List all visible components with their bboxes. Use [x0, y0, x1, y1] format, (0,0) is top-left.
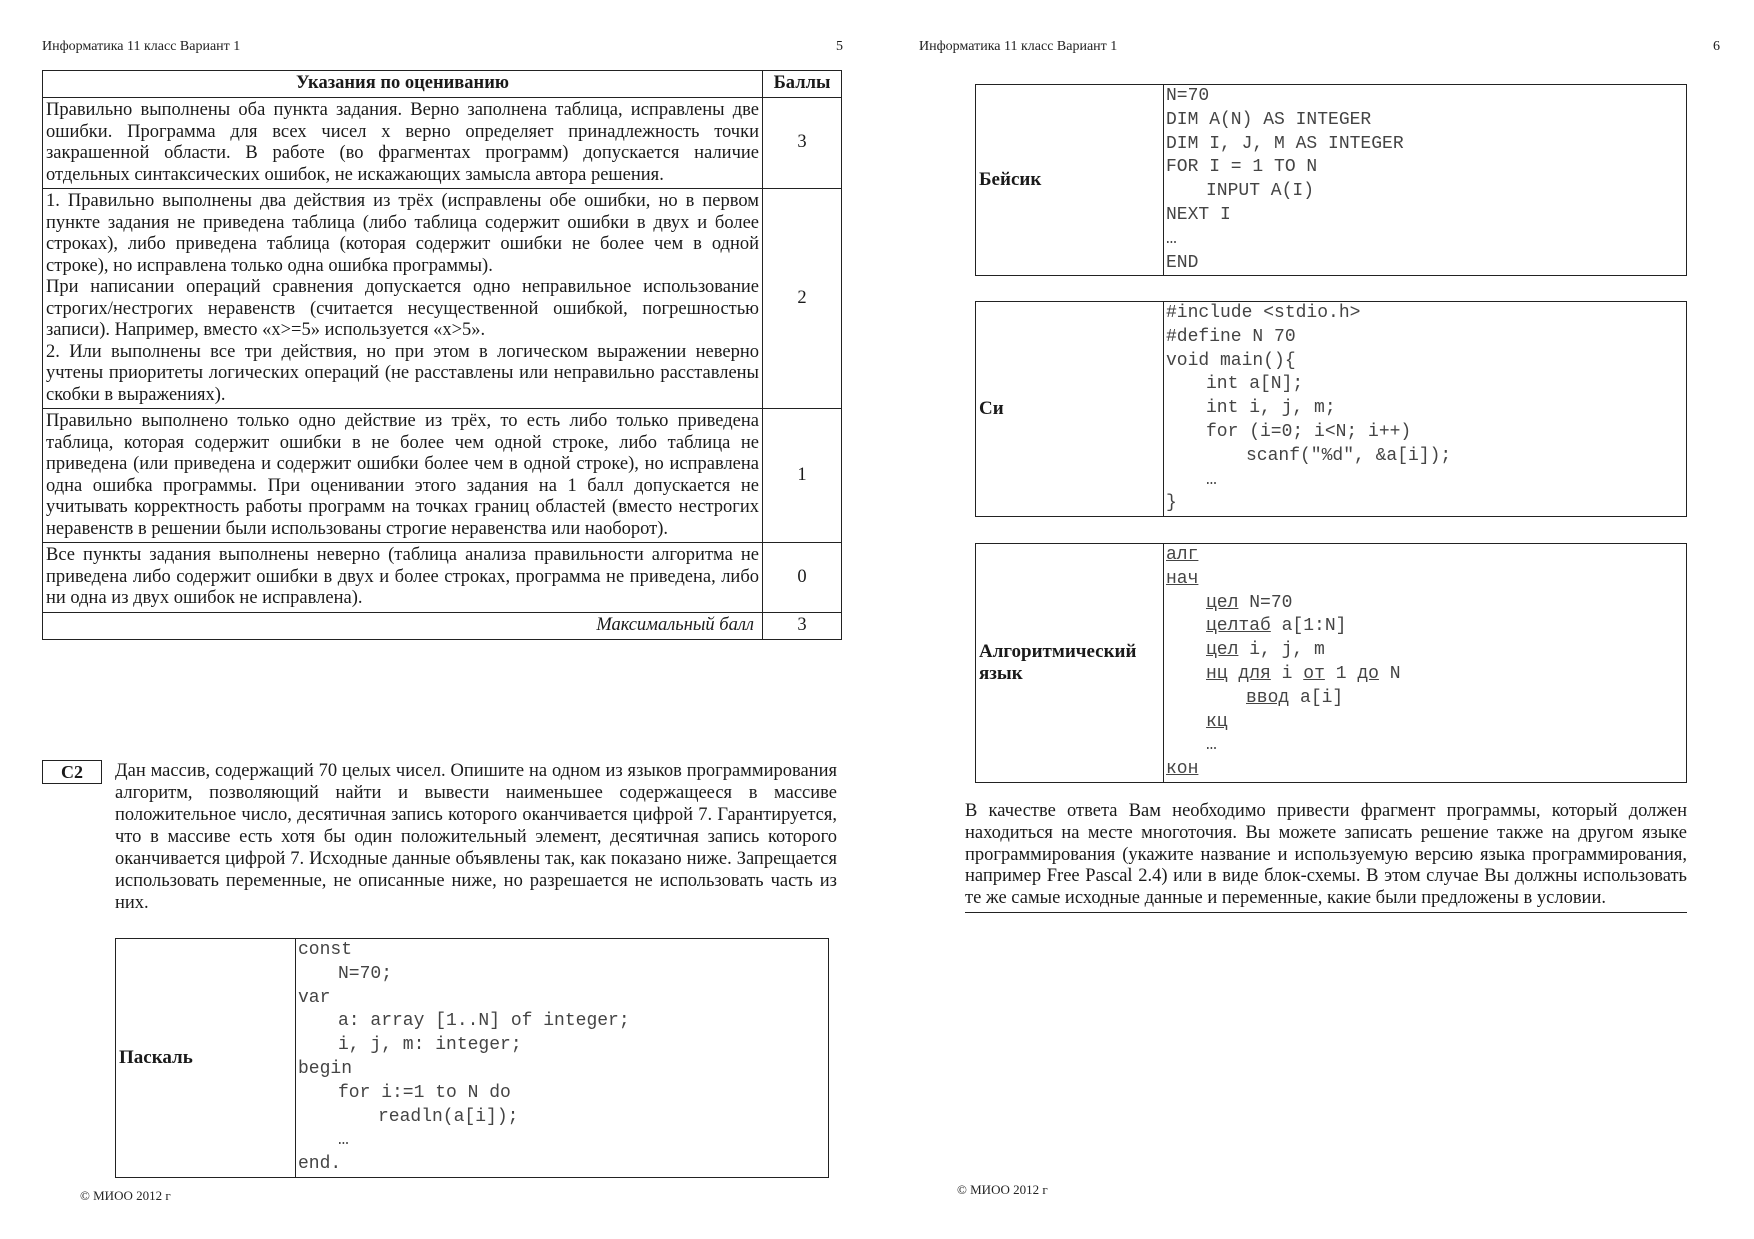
criteria-header: Указания по оцениванию — [43, 71, 763, 98]
language-name: Бейсик — [976, 85, 1164, 276]
code-line — [1166, 758, 1686, 782]
keyword: ввод — [1246, 687, 1290, 708]
code-block — [1164, 544, 1687, 783]
task-label: C2 — [42, 760, 102, 784]
code-line: FOR I = 1 TO N — [1166, 157, 1318, 178]
page-number: 6 — [1713, 39, 1720, 54]
keyword: нач — [1166, 568, 1199, 589]
criteria-paragraph: Правильно выполнено только одно действие из трёх, то есть либо только приведена таблица, которая содержит ошибки в не более чем одной строке, либо таблица не приведена (или приведена и содержит ошибки более чем в одной строке), но исправлена одна ошибка программы. При оценивании этого задания на 1 балл допускается не учитывать корректность работы программ на точках границ областей (вместо нестрогих неравенств в решении были использованы строгие неравенства или наоборот). — [46, 411, 759, 539]
criteria-points: 0 — [763, 543, 842, 613]
criteria-row — [43, 98, 842, 189]
max-score-value: 3 — [763, 612, 842, 639]
criteria-header-row — [43, 71, 842, 98]
code-line: for (i=0; i<N; i++) — [1206, 421, 1412, 442]
code-line: scanf("%d", &a[i]); — [1246, 445, 1452, 466]
code-line — [1166, 639, 1686, 663]
code-line — [1166, 687, 1686, 711]
criteria-points: 1 — [763, 409, 842, 543]
criteria-paragraph: При написании операций сравнения допускается одно неправильное использование строгих/нестрогих неравенств (считается несущественной ошибкой, погрешностью записи). Например, вместо «x>=5» используется «x>5». — [46, 277, 759, 340]
criteria-paragraph: 1. Правильно выполнены два действия из трёх (исправлены обе ошибки, но в первом пункте задания не приведена таблица (либо таблица содержит ошибки в двух и более строках), либо приведена таблица (которая содержит ошибки не более чем в одной строке), но исправлена только одна ошибка программы). — [46, 191, 759, 276]
code-line: #define N 70 — [1166, 326, 1296, 347]
code-block — [1164, 85, 1687, 276]
language-name: Паскаль — [116, 939, 296, 1178]
task-text: Дан массив, содержащий 70 целых чисел. Опишите на одном из языков программирования алгоритм, позволяющий найти и вывести наименьшее содержащееся в массиве положительное число, десятичная запись которого оканчивается цифрой 7. Гарантируется, что в массиве есть хотя бы один положительный элемент, десятичная запись которого оканчивается цифрой 7. Исходные данные объявлены так, как показано ниже. Запрещается использовать переменные, не описанные ниже, но разрешается не использовать часть из них. — [115, 761, 837, 913]
answer-instructions: В качестве ответа Вам необходимо привести фрагмент программы, который должен находиться на месте многоточия. Вы можете записать решение также на другом языке программирования (укажите название и используемую версию языка программирования, например Free Pascal 2.4) или в виде блок-схемы. В этом случае Вы должны использовать те же самые исходные данные и переменные, какие были предложены в условии. — [965, 801, 1687, 913]
code-line — [1166, 544, 1686, 568]
code-line: … — [1206, 469, 1217, 490]
code-text: a[i] — [1300, 687, 1344, 708]
code-line: INPUT A(I) — [1206, 181, 1315, 202]
code-line: … — [338, 1130, 349, 1151]
criteria-row — [43, 543, 842, 613]
code-line: int a[N]; — [1206, 374, 1304, 395]
basic-code-table — [975, 84, 1687, 276]
copyright-footer: © МИОО 2012 г — [80, 1188, 171, 1203]
keyword: до — [1357, 663, 1379, 684]
code-text: a[1:N] — [1281, 616, 1347, 637]
pascal-code-table — [115, 938, 829, 1178]
code-line: var — [298, 987, 331, 1008]
keyword: целтаб — [1206, 616, 1271, 637]
code-text: N — [1389, 663, 1401, 684]
algo-code-table — [975, 543, 1687, 783]
code-line — [1166, 592, 1686, 616]
code-text: … — [1206, 735, 1217, 756]
criteria-table — [42, 70, 842, 640]
criteria-text — [43, 98, 763, 189]
criteria-text — [43, 189, 763, 409]
right-page — [877, 0, 1754, 1239]
code-line: … — [1166, 228, 1177, 249]
code-line — [1166, 663, 1686, 687]
max-score-row — [43, 612, 842, 639]
criteria-points: 3 — [763, 98, 842, 189]
code-line: DIM I, J, M AS INTEGER — [1166, 133, 1404, 154]
code-line — [1166, 711, 1686, 735]
code-line: end. — [298, 1154, 342, 1175]
code-line: begin — [298, 1058, 353, 1079]
code-line: DIM A(N) AS INTEGER — [1166, 109, 1372, 130]
code-line: for i:=1 to N do — [338, 1082, 511, 1103]
criteria-points: 2 — [763, 189, 842, 409]
code-line: } — [1166, 493, 1177, 514]
running-header: Информатика 11 класс Вариант 1 — [919, 39, 1118, 54]
code-block — [1164, 302, 1687, 517]
copyright-footer: © МИОО 2012 г — [957, 1182, 1048, 1197]
keyword: нц — [1206, 663, 1228, 684]
criteria-paragraph: Правильно выполнены оба пункта задания. Верно заполнена таблица, исправлены две ошибки. Программа для всех чисел x верно определяет принадлежность точки закрашенной области. В работе (во фрагментах программ) допускается наличие отдельных синтаксических ошибок, не искажающих замысла автора решения. — [46, 100, 759, 185]
code-line: i, j, m: integer; — [338, 1035, 522, 1056]
code-text: i, j, m — [1249, 640, 1325, 661]
criteria-row — [43, 189, 842, 409]
code-text: 1 — [1335, 663, 1347, 684]
criteria-paragraph: 2. Или выполнены все три действия, но при этом в логическом выражении неверно учтены приоритеты логических операций (не расставлены или неправильно расставлены скобки в выражениях). — [46, 341, 759, 405]
keyword: цел — [1206, 592, 1239, 613]
keyword: от — [1303, 663, 1325, 684]
keyword: кон — [1166, 759, 1199, 780]
code-line: N=70 — [1166, 86, 1210, 106]
code-text: N=70 — [1249, 592, 1293, 613]
code-line — [1166, 568, 1686, 592]
code-line: const — [298, 940, 353, 960]
keyword: для — [1238, 663, 1271, 684]
criteria-paragraph: Все пункты задания выполнены неверно (таблица анализа правильности алгоритма не приведена либо содержит ошибки в двух и более строках, программа не приведена, либо ни одна из двух ошибок не исправлена). — [46, 545, 759, 608]
code-line: #include <stdio.h> — [1166, 303, 1361, 323]
code-line: NEXT I — [1166, 204, 1231, 225]
code-block — [296, 939, 829, 1178]
keyword: алг — [1166, 545, 1199, 565]
code-line: END — [1166, 252, 1199, 273]
code-line: N=70; — [338, 963, 393, 984]
running-header: Информатика 11 класс Вариант 1 — [42, 39, 241, 54]
c-code-table — [975, 301, 1687, 517]
criteria-row — [43, 409, 842, 543]
points-header: Баллы — [763, 71, 842, 98]
criteria-text — [43, 409, 763, 543]
criteria-text — [43, 543, 763, 613]
max-score-label: Максимальный балл — [43, 612, 763, 639]
code-line: void main(){ — [1166, 350, 1296, 371]
code-line — [1166, 615, 1686, 639]
code-line — [1166, 734, 1686, 758]
code-line: int i, j, m; — [1206, 398, 1336, 419]
keyword: кц — [1206, 711, 1228, 732]
page-number: 5 — [836, 39, 843, 54]
code-line: a: array [1..N] of integer; — [338, 1011, 630, 1032]
code-text: i — [1281, 663, 1293, 684]
code-line: readln(a[i]); — [378, 1106, 519, 1127]
keyword: цел — [1206, 640, 1239, 661]
language-name: Алгоритмический язык — [976, 544, 1164, 783]
language-name: Си — [976, 302, 1164, 517]
